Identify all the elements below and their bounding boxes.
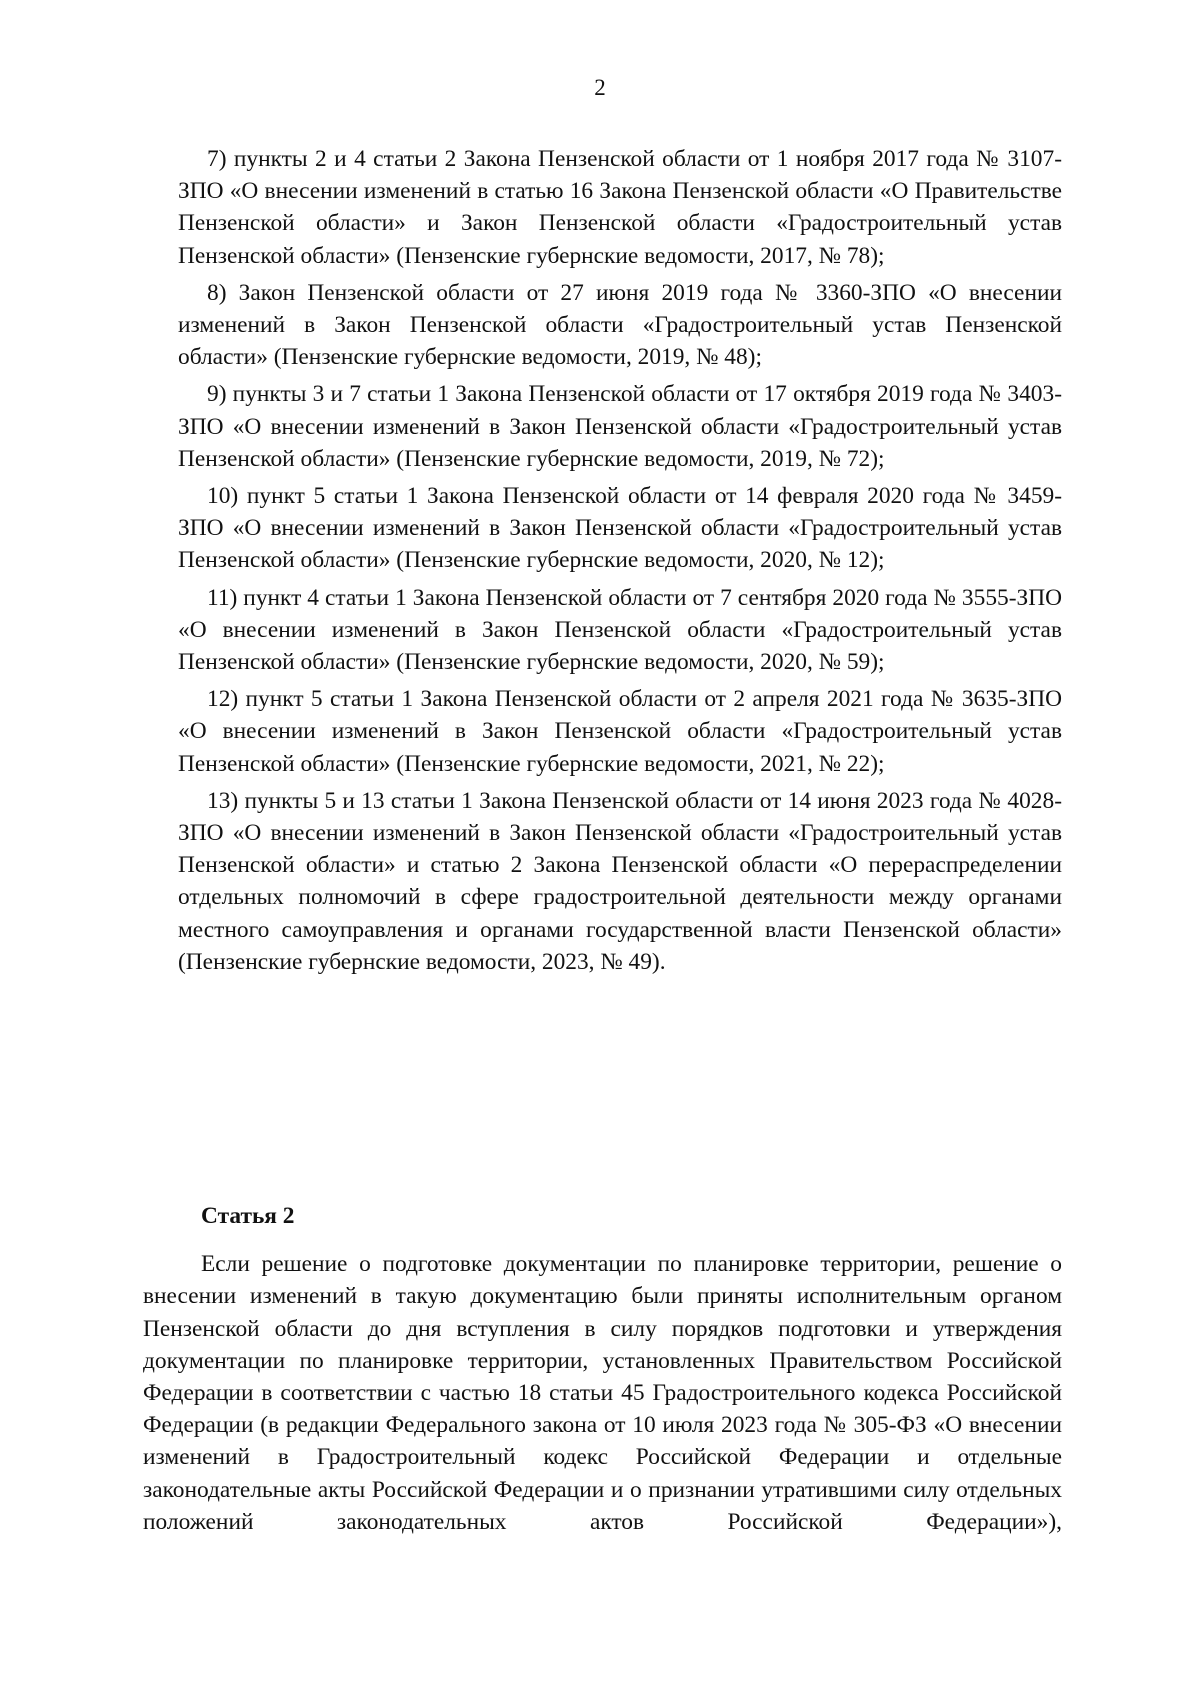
article-2-paragraph: Если решение о подготовке документации по планировке территории, решение о внесении изменений в такую документацию были приняты исполнительным органом Пензенской области до дня вступления в силу порядков подготовки и утверждения документации по планировке территории, установленных Правительством Российской Федерации в соответствии с частью 18 статьи 45 Градостроительного кодекса Российской Федерации (в редакции Федерального закона от 10 июля 2023 года № 305-ФЗ «О внесении изменений в Градостроительный кодекс Российской Федерации и отдельные законодательные акты Российской Федерации и о признании утратившими силу отдельных положений законодательных актов Российской Федерации»), — [143, 1251, 1062, 1535]
list-item-12: 12) пункт 5 статьи 1 Закона Пензенской области от 2 апреля 2021 года № 3635-ЗПО «О внесении изменений в Закон Пензенской области «Градостроительный устав Пензенской области» (Пензенские губернские ведомости, 2021, № 22); — [178, 686, 1062, 777]
list-item-8: 8) Закон Пензенской области от 27 июня 2019 года № 3360-ЗПО «О внесении изменений в Закон Пензенской области «Градостроительный устав Пензенской области» (Пензенские губернские ведомости, 2019, № 48); — [178, 279, 1062, 371]
article-2-heading: Статья 2 — [201, 1203, 295, 1229]
list-item-9: 9) пункты 3 и 7 статьи 1 Закона Пензенской области от 17 октября 2019 года № 3403-ЗПО «О внесении изменений в Закон Пензенской области «Градостроительный устав Пензенской области» (Пензенские губернские ведомости, 2019, № 72); — [178, 381, 1062, 472]
repealed-acts-list — [178, 143, 1062, 983]
list-item-10: 10) пункт 5 статьи 1 Закона Пензенской области от 14 февраля 2020 года № 3459-ЗПО «О внесении изменений в Закон Пензенской области «Градостроительный устав Пензенской области» (Пензенские губернские ведомости, 2020, № 12); — [178, 483, 1062, 574]
list-item-7: 7) пункты 2 и 4 статьи 2 Закона Пензенской области от 1 ноября 2017 года № 3107-ЗПО «О внесении изменений в статью 16 Закона Пензенской области «О Правительстве Пензенской области» и Закон Пензенской области «Градостроительный устав Пензенской области» (Пензенские губернские ведомости, 2017, № 78); — [178, 146, 1062, 269]
page-number: 2 — [594, 75, 606, 100]
article-2-section — [143, 1200, 1062, 1538]
list-item-11: 11) пункт 4 статьи 1 Закона Пензенской области от 7 сентября 2020 года № 3555-ЗПО «О внесении изменений в Закон Пензенской области «Градостроительный устав Пензенской области» (Пензенские губернские ведомости, 2020, № 59); — [178, 584, 1062, 676]
list-item-13: 13) пункты 5 и 13 статьи 1 Закона Пензенской области от 14 июня 2023 года № 4028-ЗПО «О внесении изменений в Закон Пензенской области «Градостроительный устав Пензенской области» и статью 2 Закона Пензенской области «О перераспределении отдельных полномочий в сфере градостроительной деятельности между органами местного самоуправления и органами государственной власти Пензенской области» (Пензенские губернские ведомости, 2023, № 49). — [178, 787, 1062, 975]
